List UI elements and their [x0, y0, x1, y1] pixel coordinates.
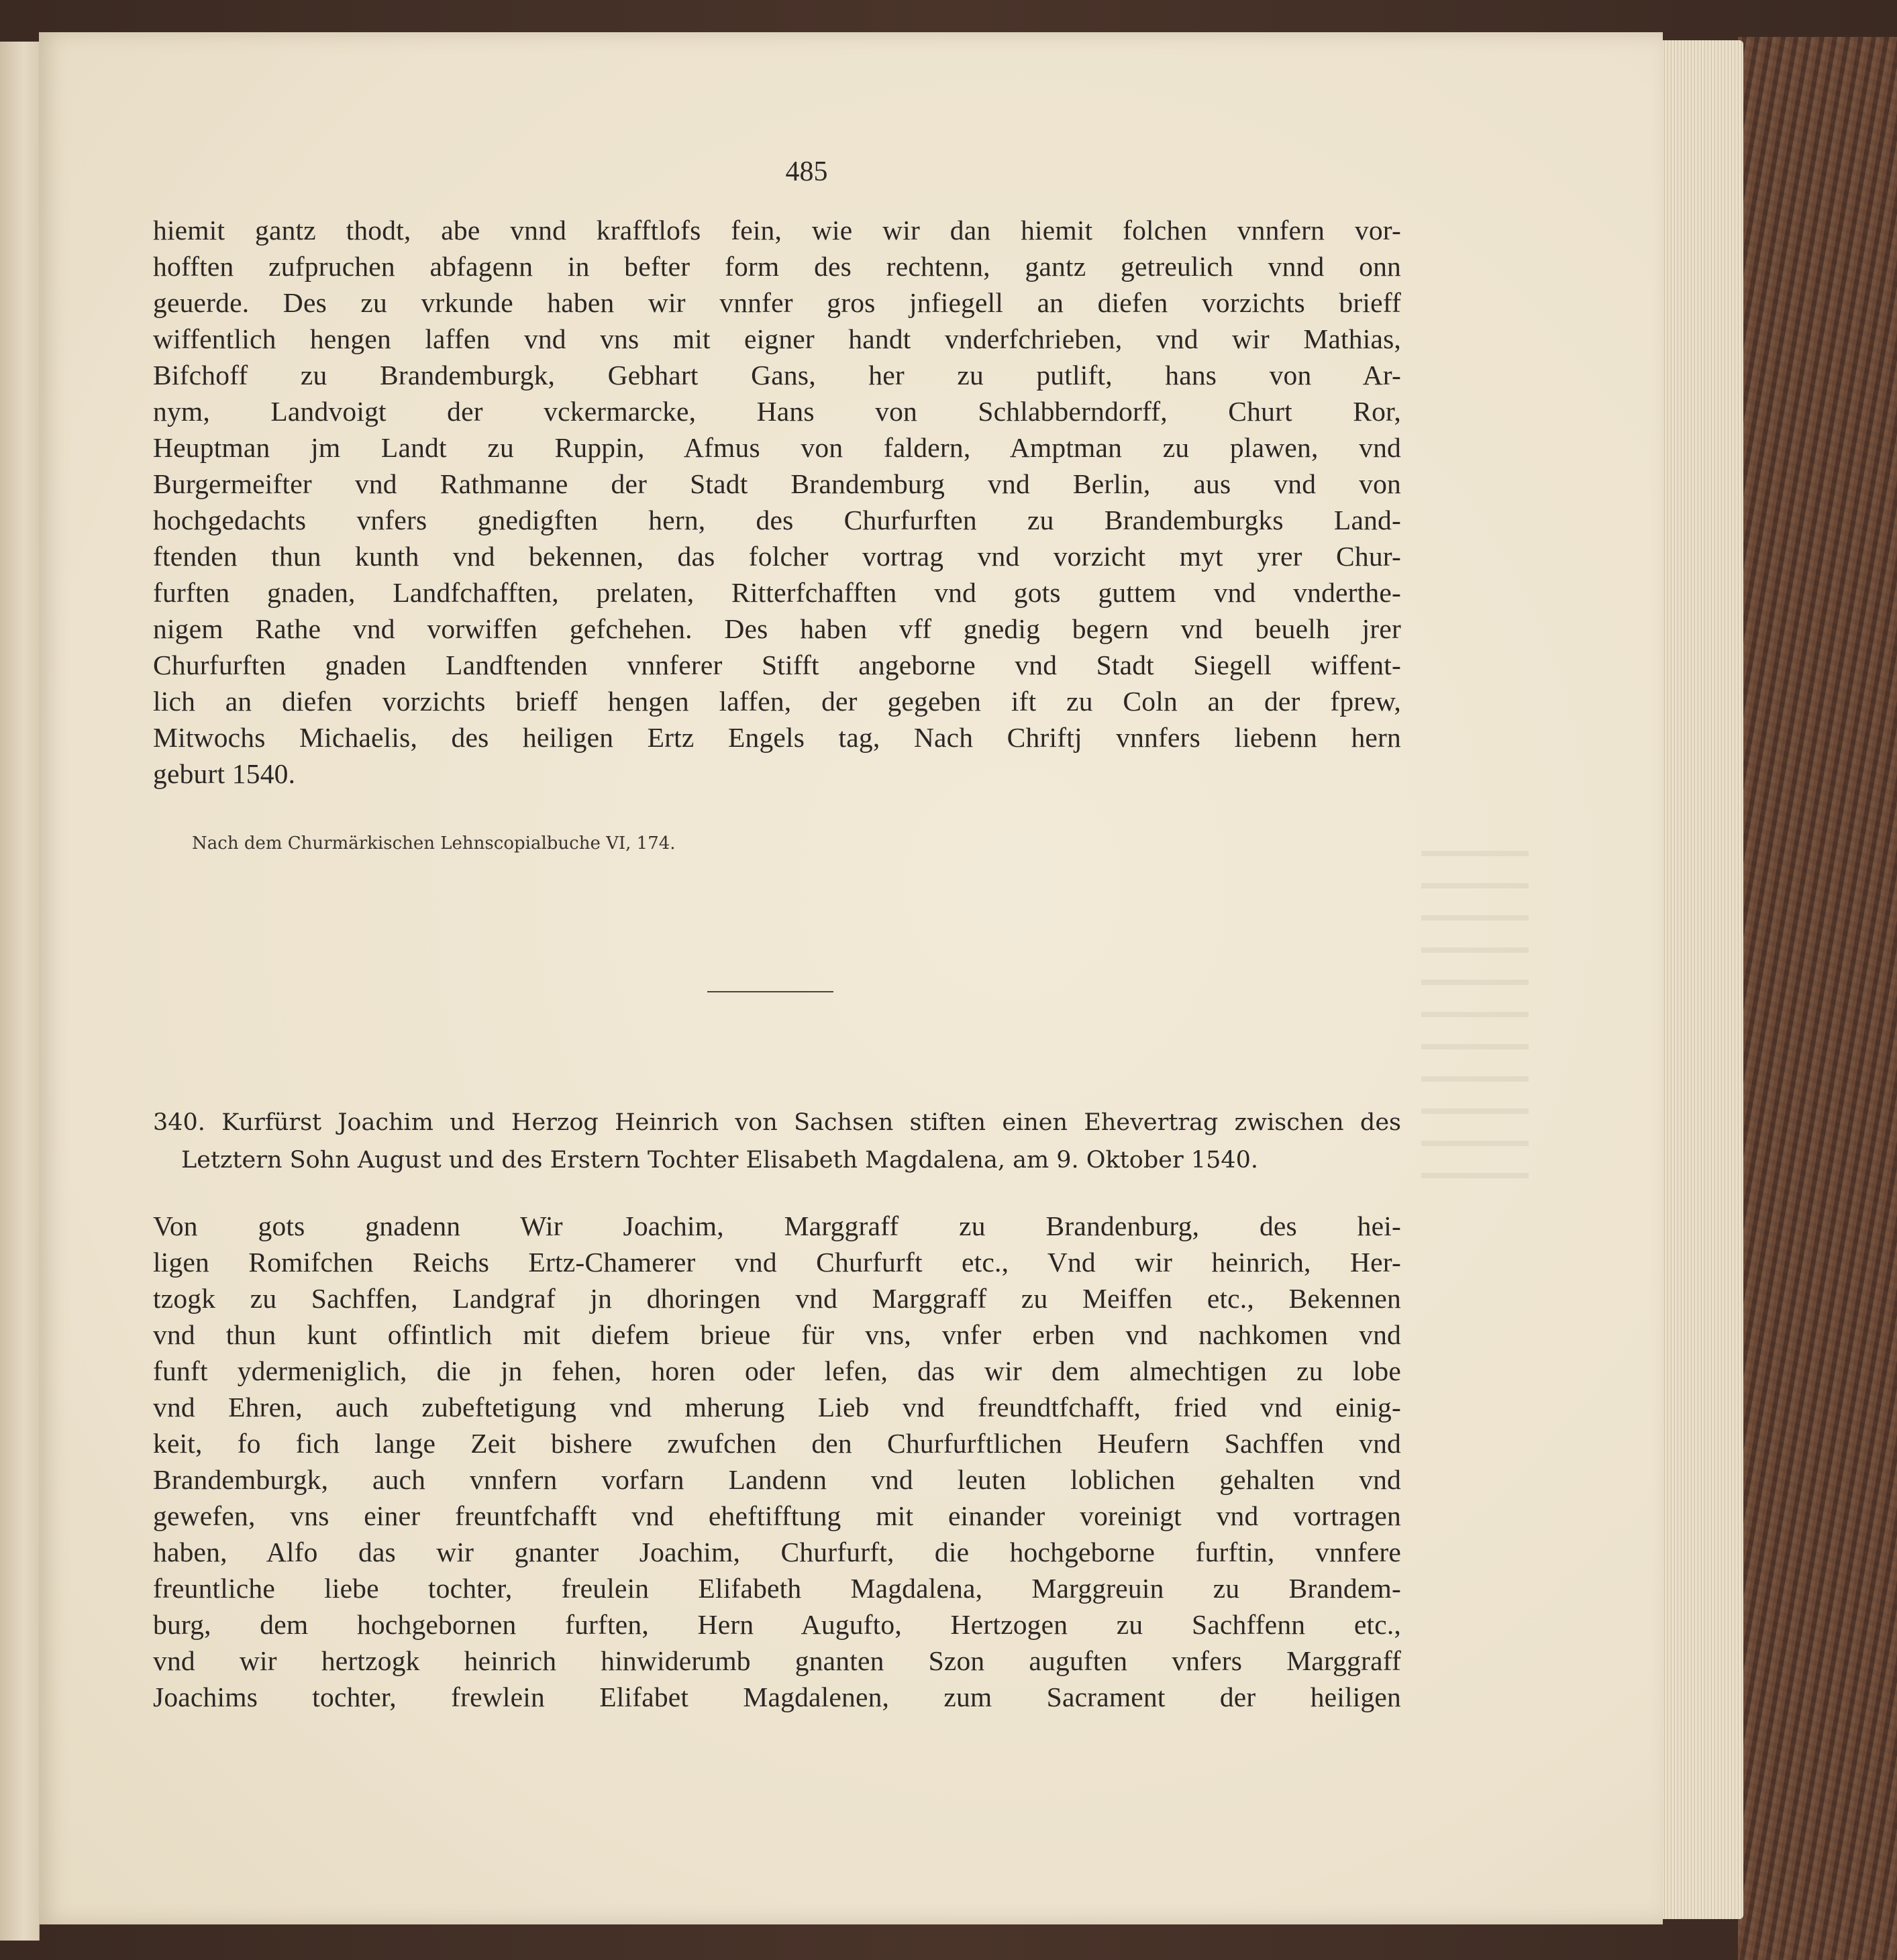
text-line: Brandemburgk, auch vnnfern vorfarn Landenn vnd leuten loblichen gehalten vnd [153, 1464, 1401, 1495]
text-line: vnd thun kunt offintlich mit diefem brieue für vns, vnfer erben vnd nachkomen vnd [153, 1319, 1401, 1350]
text-line: geuerde. Des zu vrkunde haben wir vnnfer gros jnfiegell an diefen vorzichts brieff [153, 287, 1401, 318]
verso-show-through [1421, 824, 1529, 1200]
heading-line: Letztern Sohn August und des Erstern Tochter Elisabeth Magdalena, am 9. Oktober 1540. [181, 1147, 1258, 1174]
text-line: Heuptman jm Landt zu Ruppin, Afmus von faldern, Amptman zu plawen, vnd [153, 432, 1401, 463]
page-number: 485 [785, 156, 828, 187]
text-line: Joachims tochter, frewlein Elifabet Magdalenen, zum Sacrament der heiligen [153, 1682, 1401, 1712]
text-line: ligen Romifchen Reichs Ertz-Chamerer vnd Churfurft etc., Vnd wir heinrich, Her- [153, 1247, 1401, 1278]
text-line: hofften zufpruchen abfagenn in befter form des rechtenn, gantz getreulich vnnd onn [153, 251, 1401, 282]
section-divider [707, 991, 833, 992]
text-line: hiemit gantz thodt, abe vnnd krafftlofs fein, wie wir dan hiemit folchen vnnfern vor- [153, 215, 1401, 246]
text-line: funft ydermeniglich, die jn fehen, horen oder lefen, das wir dem almechtigen zu lobe [153, 1355, 1401, 1386]
page-edges [1663, 40, 1743, 1919]
text-line: freuntliche liebe tochter, freulein Elifabeth Magdalena, Marggreuin zu Brandem- [153, 1573, 1401, 1604]
text-line: furften gnaden, Landfchafften, prelaten, Ritterfchafften vnd gots guttem vnd vnderthe- [153, 577, 1401, 608]
text-line: Mitwochs Michaelis, des heiligen Ertz Engels tag, Nach Chriftj vnnfers liebenn hern [153, 722, 1401, 753]
text-line: lich an diefen vorzichts brieff hengen laffen, der gegeben ift zu Coln an der fprew, [153, 686, 1401, 717]
text-line: keit, fo fich lange Zeit bishere zwufchen den Churfurftlichen Heufern Sachffen vnd [153, 1428, 1401, 1459]
facing-page-edge [0, 42, 40, 1941]
text-line: nigem Rathe vnd vorwiffen gefchehen. Des haben vff gnedig begern vnd beuelh jrer [153, 613, 1401, 644]
text-line: Von gots gnadenn Wir Joachim, Marggraff zu Brandenburg, des hei- [153, 1210, 1401, 1241]
heading-line: 340. Kurfürst Joachim und Herzog Heinrich von Sachsen stiften einen Ehevertrag zwischen des [153, 1109, 1401, 1136]
text-line: vnd wir hertzogk heinrich hinwiderumb gnanten Szon auguften vnfers Marggraff [153, 1645, 1401, 1676]
text-line: gewefen, vns einer freuntfchafft vnd eheftifftung mit einander voreinigt vnd vortragen [153, 1500, 1401, 1531]
text-line: Churfurften gnaden Landftenden vnnferer Stifft angeborne vnd Stadt Siegell wiffent- [153, 650, 1401, 680]
source-citation: Nach dem Churmärkischen Lehnscopialbuche VI, 174. [192, 833, 676, 854]
text-line: haben, Alfo das wir gnanter Joachim, Churfurft, die hochgeborne furftin, vnnfere [153, 1537, 1401, 1567]
marbled-cover [1738, 37, 1897, 1960]
paragraph-charter-end [153, 212, 1401, 792]
text-line: Burgermeifter vnd Rathmanne der Stadt Brandemburg vnd Berlin, aus vnd von [153, 468, 1401, 499]
text-line: geburt 1540. [153, 758, 296, 789]
text-line: vnd Ehren, auch zubeftetigung vnd mherung Lieb vnd freundtfchafft, fried vnd einig- [153, 1392, 1401, 1423]
text-line: hochgedachts vnfers gnedigften hern, des Churfurften zu Brandemburgks Land- [153, 505, 1401, 535]
text-line: burg, dem hochgebornen furften, Hern Augufto, Hertzogen zu Sachffenn etc., [153, 1609, 1401, 1640]
text-line: Bifchoff zu Brandemburgk, Gebhart Gans, her zu putlift, hans von Ar- [153, 360, 1401, 391]
text-line: ftenden thun kunth vnd bekennen, das folcher vortrag vnd vorzicht myt yrer Chur- [153, 541, 1401, 572]
document-heading [153, 1104, 1401, 1179]
paragraph-marriage-contract [153, 1208, 1401, 1715]
text-line: nym, Landvoigt der vckermarcke, Hans von Schlabberndorff, Churt Ror, [153, 396, 1401, 427]
text-line: wiffentlich hengen laffen vnd vns mit eigner handt vnderfchrieben, vnd wir Mathias, [153, 323, 1401, 354]
text-line: tzogk zu Sachffen, Landgraf jn dhoringen vnd Marggraff zu Meiffen etc., Bekennen [153, 1283, 1401, 1314]
